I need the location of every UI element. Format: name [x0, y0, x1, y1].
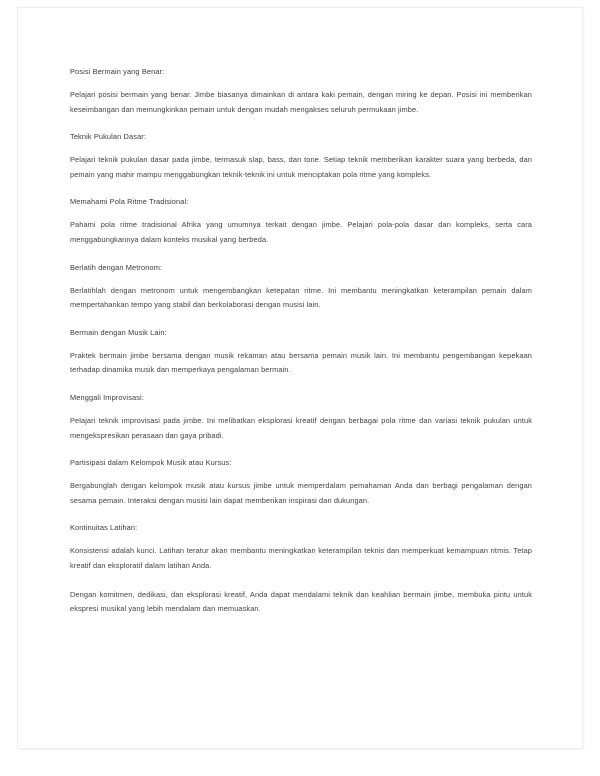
section-heading: Memahami Pola Ritme Tradisional: — [70, 197, 189, 207]
page-text-content — [70, 66, 532, 617]
body-paragraph: Konsistensi adalah kunci. Latihan teratur akan membantu meningkatkan keterampilan teknis dan memperkuat kemampuan ritmis. Tetap kreatif dan eksploratif dalam latihan Anda. — [70, 546, 532, 570]
body-paragraph: Praktek bermain jimbe bersama dengan musik rekaman atau bersama pemain musik lain. Ini membantu pengembangan kepekaan terhadap dinamika musik dan memperkaya pengalaman bermain. — [70, 350, 532, 375]
body-paragraph: Pelajari teknik pukulan dasar pada jimbe, termasuk slap, bass, dan tone. Setiap teknik memberikan karakter suara yang berbeda, dan pemain yang mahir mampu menggabungkan teknik-teknik ini untuk menciptakan pola ritme yang kompleks. — [70, 155, 532, 179]
section-heading: Berlatih dengan Metronom: — [70, 262, 163, 272]
section-heading: Bermain dengan Musik Lain: — [70, 327, 167, 337]
body-paragraph: Pelajari teknik improvisasi pada jimbe. Ini melibatkan eksplorasi kreatif dengan berbagai pola ritme dan variasi teknik pukulan untuk mengekspresikan perasaan dan gaya pribadi. — [70, 415, 532, 440]
section-heading: Kontinuitas Latihan: — [70, 523, 138, 533]
section-heading: Teknik Pukulan Dasar: — [70, 132, 147, 142]
section-heading: Menggali Improvisasi: — [70, 392, 144, 402]
section-heading: Partisipasi dalam Kelompok Musik atau Kursus: — [70, 458, 232, 468]
body-paragraph: Bergabunglah dengan kelompok musik atau kursus jimbe untuk memperdalam pemahaman Anda dan berbagi pengalaman dengan sesama pemain. Interaksi dengan musisi lain dapat memberikan inspirasi dan dukungan. — [70, 481, 532, 505]
body-paragraph: Pelajari posisi bermain yang benar. Jimbe biasanya dimainkan di antara kaki pemain, dengan miring ke depan. Posisi ini memberikan keseimbangan dan memungkinkan pemain untuk dengan mudah mengakses seluruh permukaan jimbe. — [70, 90, 532, 114]
body-paragraph: Berlatihlah dengan metronom untuk mengembangkan ketepatan ritme. Ini membantu meningkatkan keterampilan pemain dalam mempertahankan tempo yang stabil dan berkolaborasi dengan musisi lain. — [70, 285, 532, 310]
section-heading: Posisi Bermain yang Benar: — [70, 67, 165, 76]
closing-paragraph: Dengan komitmen, dedikasi, dan eksplorasi kreatif, Anda dapat mendalami teknik dan keahlian bermain jimbe, membuka pintu untuk ekspresi musikal yang lebih mendalam dan memuaskan. — [70, 589, 532, 614]
body-paragraph: Pahami pola ritme tradisional Afrika yang umumnya terkait dengan jimbe. Pelajari pola-pola dasar dan kompleks, serta cara menggabungkannya dalam konteks musikal yang berbeda. — [70, 220, 532, 244]
document-page — [18, 8, 582, 748]
